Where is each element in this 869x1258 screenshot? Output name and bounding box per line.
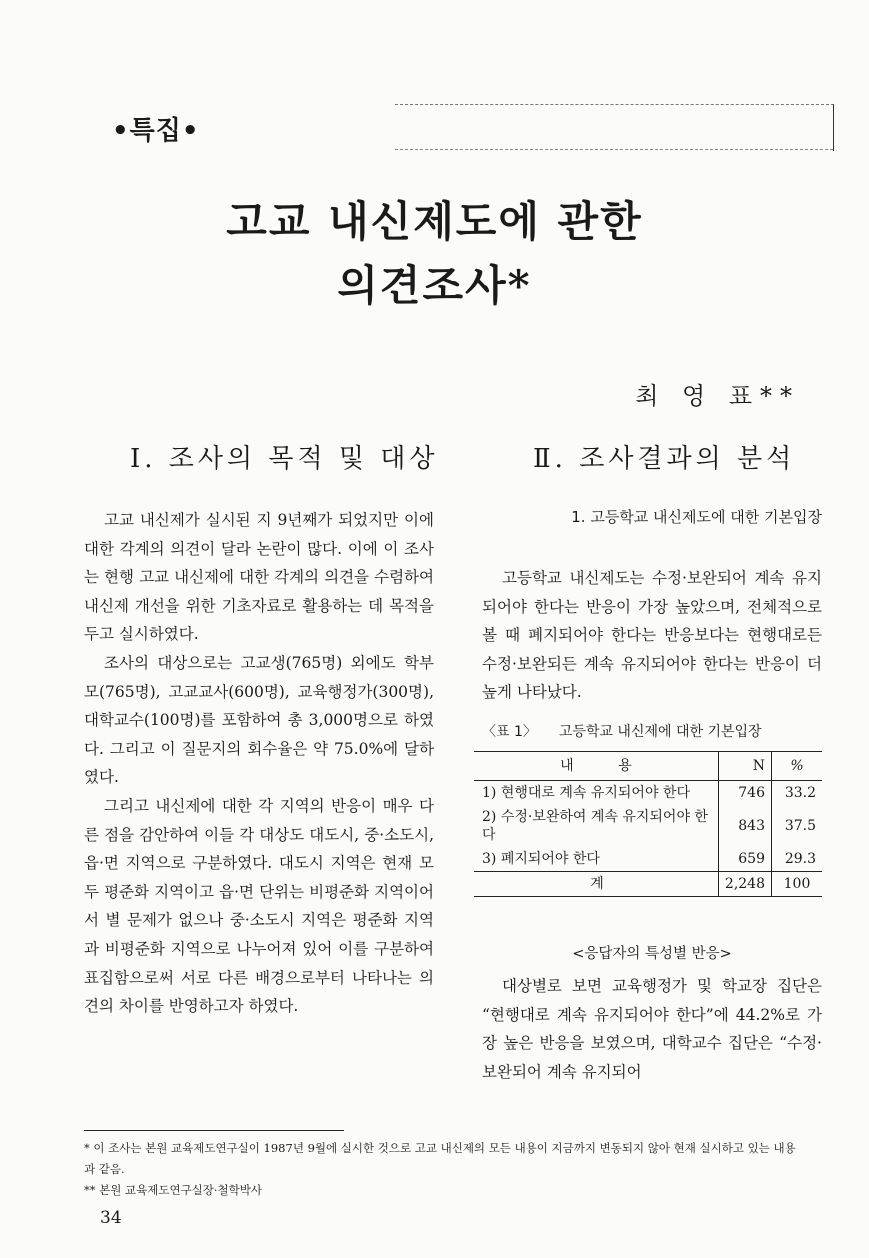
table-total-label: 계 [590, 876, 604, 892]
table-cell-percent: 37.5 [784, 818, 816, 834]
table-row [474, 847, 822, 872]
table-row [474, 781, 822, 806]
footnotes [84, 1138, 804, 1201]
subsection-heading: 1. 고등학교 내신제도에 대한 기본입장 [571, 508, 822, 526]
section-1-paragraph-2: 조사의 대상으로는 고교생(765명) 외에도 학부모(765명), 고교교사(600명), 교육행정가(300명), 대학교수(100명)를 포함하여 총 3,000명으로 하였다. 그리고 이 질문지의 회수율은 약 75.0%에 달하였다. [84, 653, 434, 787]
title-line-1: 고교 내신제도에 관한 [226, 197, 643, 246]
header-rule-box [395, 104, 834, 151]
table-row [474, 805, 822, 847]
table-cell-n: 843 [718, 805, 771, 847]
table-cell-percent: 29.3 [784, 851, 816, 867]
table-cell-percent: 33.2 [784, 785, 816, 801]
table-header-row [474, 752, 822, 781]
title-line-2: 의견조사* [337, 261, 532, 310]
footnote-rule [84, 1130, 344, 1131]
table-caption-title: 고등학교 내신제에 대한 기본입장 [558, 724, 762, 740]
right-column-top [482, 564, 822, 707]
section-2-paragraph-2: 대상별로 보면 교육행정가 및 학교장 집단은 “현행대로 계속 유지되어야 한다”에 44.2%로 가장 높은 반응을 보였으며, 대학교수 집단은 “수정·보완되어 계속 유지되어 [482, 977, 822, 1081]
footnote-1: * 이 조사는 본원 교육제도연구실이 1987년 9월에 실시한 것으로 고교 내신제의 모든 내용이 지금까지 변동되지 않아 현재 실시하고 있는 내용과 같음. [84, 1141, 796, 1176]
right-column-bottom [482, 972, 822, 1086]
table-total-n: 2,248 [718, 872, 771, 897]
table-cell-item: 2) 수정·보완하여 계속 유지되어야 한다 [482, 809, 708, 843]
table-header-content: 내 용 [560, 758, 632, 774]
table-cell-item: 1) 현행대로 계속 유지되어야 한다 [482, 785, 690, 801]
article-title [0, 190, 869, 318]
table-cell-n: 746 [718, 781, 771, 806]
special-feature-label: •특집• [112, 116, 200, 146]
table-cell-item: 3) 폐지되어야 한다 [482, 851, 600, 867]
section-2-heading: Ⅱ. 조사결과의 분석 [533, 444, 796, 474]
section-1-paragraph-1: 고교 내신제가 실시된 지 9년째가 되었지만 이에 대한 각계의 의견이 달라 논란이 많다. 이에 이 조사는 현행 고교 내신제에 대한 각계의 의견을 수렴하여 내신제 개선을 위한 기초자료로 활용하는 데 목적을 두고 실시하였다. [84, 511, 434, 644]
table-total-row [474, 872, 822, 897]
page-number: 34 [100, 1208, 122, 1228]
table-caption [482, 721, 784, 741]
left-column [84, 506, 434, 1021]
table-caption-label: 〈표 1〉 [482, 724, 537, 740]
basic-position-table [474, 751, 822, 897]
footnote-2: ** 본원 교육제도연구실장·철학박사 [84, 1183, 262, 1197]
table-header-n: N [718, 752, 771, 781]
author-name: 최 영 표** [635, 382, 800, 410]
section-2-paragraph-1: 고등학교 내신제도는 수정·보완되어 계속 유지되어야 한다는 반응이 가장 높았으며, 전체적으로 볼 때 폐지되어야 한다는 반응보다는 현행대로든 수정·보완되든 계속 유지되어야 한다는 반응이 더 높게 나타났다. [482, 569, 822, 702]
response-characteristics-heading: <응답자의 특성별 반응> [572, 946, 732, 962]
section-1-heading: Ⅰ. 조사의 목적 및 대상 [130, 444, 439, 474]
table-total-percent: 100 [783, 876, 811, 892]
table-cell-n: 659 [718, 847, 771, 872]
table-header-percent: % [790, 758, 804, 774]
section-1-paragraph-3: 그리고 내신제에 대한 각 지역의 반응이 매우 다른 점을 감안하여 이들 각 대상도 대도시, 중·소도시, 읍·면 지역으로 구분하였다. 대도시 지역은 현재 모두 평준화 지역이고 읍·면 단위는 비평준화 지역이어서 별 문제가 없으나 중·소도시 지역은 평준화 지역과 비평준화 지역으로 나누어져 있어 이를 구분하여 표집함으로써 서로 다른 배경으로부터 나타나는 의견의 차이를 반영하고자 하였다. [84, 796, 434, 1016]
header-rule-line [395, 149, 833, 150]
